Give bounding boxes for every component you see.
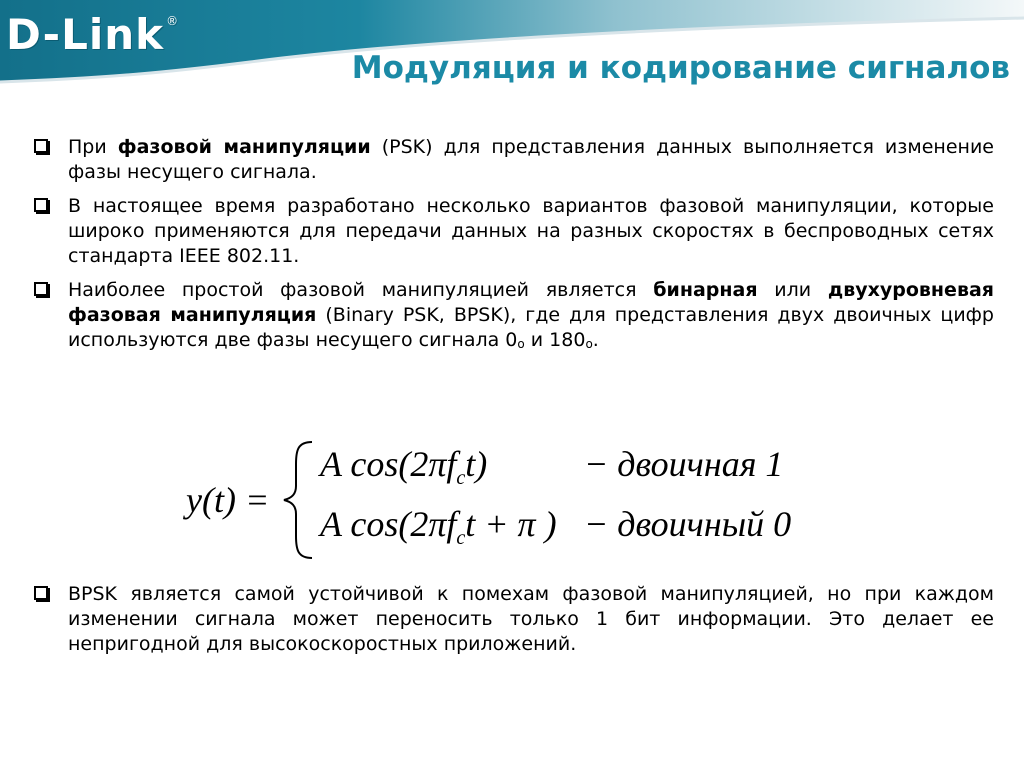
bullet-item-bpsk-summary: [34, 582, 994, 666]
formula-brace: [284, 442, 312, 558]
formula-case2: A $\cos(2\pi f_ct + \pi$ ): [320, 504, 557, 549]
dlink-logo: D-Link ®: [6, 10, 180, 59]
slide-title: Модуляция и кодирование сигналов: [351, 50, 1010, 86]
formula-case2-label: − двоичный 0: [584, 504, 792, 544]
formula-lhs: y(t) =: [186, 480, 270, 520]
bullet-text: Наиболее простой фазовой манипуляцией является бинарная или двухуровневая фазовая манипуляция (Binary PSK, BPSK), где для представления двух двоичных цифр используются две фазы несущего сигнала 0о и 180о.: [68, 279, 994, 351]
bullet-item: [34, 278, 994, 357]
checkbox-bullet-icon: [34, 139, 48, 153]
bpsk-formula: [180, 432, 820, 562]
bullet-text: BPSK является самой устойчивой к помехам фазовой манипуляцией, но при каждом изменении сигнала может переносить только 1 бит информации. Это делает ее непригодной для высокоскоростных приложений.: [68, 583, 994, 655]
bullet-text: При фазовой манипуляции (PSK) для представления данных выполняется изменение фазы несущего сигнала.: [68, 136, 994, 183]
formula-case1: A $\cos(2\pi f_ct)$: [320, 444, 488, 489]
checkbox-bullet-icon: [34, 198, 48, 212]
checkbox-bullet-icon: [34, 282, 48, 296]
checkbox-bullet-icon: [34, 586, 48, 600]
formula-case1-label: − двоичная 1: [584, 444, 784, 484]
bullet-list: [34, 135, 994, 366]
bullet-text: В настоящее время разработано несколько вариантов фазовой манипуляции, которые широко применяются для передачи данных на разных скоростях в беспроводных сетях стандарта IEEE 802.11.: [68, 195, 994, 267]
bullet-item: [34, 194, 994, 269]
bullet-item: [34, 135, 994, 185]
